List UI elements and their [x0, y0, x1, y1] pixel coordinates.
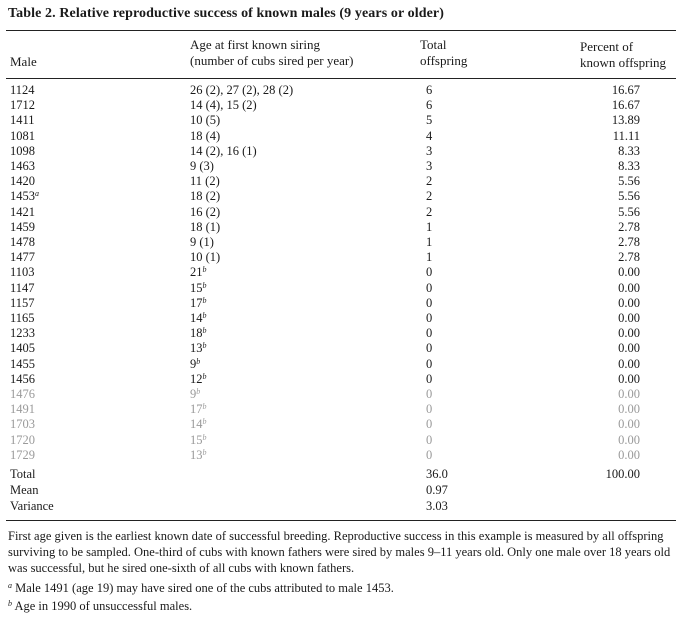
male-id: 1477: [10, 250, 35, 265]
table-row: [0, 401, 685, 417]
table-row: [0, 158, 685, 174]
male-id: 1098: [10, 143, 35, 158]
age-value: 17: [190, 402, 203, 417]
percent-offspring-cell: 13.89: [611, 113, 640, 128]
percent-offspring-cell: 2.78: [618, 235, 640, 249]
total-offspring-cell: 0: [426, 447, 433, 462]
total-offspring-cell: 6: [426, 98, 433, 113]
table-row: [0, 204, 685, 220]
percent-offspring-cell: 16.67: [611, 83, 640, 97]
percent-offspring-cell: 0.00: [618, 326, 640, 341]
age-cell: [190, 158, 214, 174]
percent-offspring-cell: 8.33: [618, 143, 640, 158]
male-id: 1463: [10, 159, 35, 173]
age-value: 12: [190, 371, 203, 386]
male-id: 1491: [10, 402, 35, 417]
table-row: [0, 340, 685, 356]
male-id: 1233: [10, 326, 35, 341]
percent-offspring-cell: 0.00: [618, 280, 640, 295]
age-value: 14: [190, 417, 203, 432]
total-offspring-cell: 0: [426, 356, 433, 371]
age-footnote-mark: b: [202, 280, 207, 290]
age-cell: [190, 356, 200, 372]
total-offspring-cell: 1: [426, 250, 433, 265]
age-value: 21: [190, 265, 203, 280]
total-offspring-cell: 3: [426, 159, 433, 173]
age-cell: [190, 432, 207, 448]
male-id-cell: [10, 188, 39, 204]
age-value: 17: [190, 295, 203, 310]
age-value: 13: [190, 447, 203, 462]
male-id-cell: [10, 371, 35, 387]
age-footnote-mark: b: [202, 417, 207, 427]
table-row: [0, 82, 685, 98]
table-row: [0, 234, 685, 250]
age-cell: [190, 386, 200, 402]
table-row: [0, 310, 685, 326]
total-offspring-cell: 0: [426, 371, 433, 386]
percent-offspring-cell: 0.00: [618, 311, 640, 325]
age-value: 9 (1): [190, 235, 214, 249]
table-row: [0, 219, 685, 235]
male-id: 1720: [10, 432, 35, 447]
percent-offspring-cell: 0.00: [618, 341, 640, 356]
age-value: 18 (4): [190, 128, 221, 143]
age-cell: [190, 173, 220, 189]
age-cell: [190, 97, 257, 113]
header-age-line2: (number of cubs sired per year): [190, 53, 354, 68]
percent-offspring-cell: 0.00: [618, 295, 640, 310]
table-row: [0, 356, 685, 372]
footnote-a-mark: a: [8, 581, 12, 590]
male-id-cell: [10, 97, 35, 113]
age-footnote-mark: b: [202, 265, 207, 275]
top-rule: [6, 30, 676, 31]
summary-variance-row: [0, 498, 685, 514]
total-offspring-cell: 0: [426, 402, 433, 417]
age-footnote-mark: b: [196, 387, 201, 396]
age-value: 9: [190, 356, 197, 371]
total-offspring-cell: 0: [426, 295, 433, 310]
age-footnote-mark: b: [202, 341, 207, 351]
summary-total-percent: 100.00: [605, 467, 640, 481]
age-value: 18 (1): [190, 219, 221, 234]
male-id-cell: [10, 401, 35, 417]
total-offspring-cell: 0: [426, 387, 433, 401]
male-id-cell: [10, 204, 35, 220]
table-row: [0, 280, 685, 296]
male-id: 1421: [10, 204, 35, 219]
table-note: First age given is the earliest known date of successful breeding. Reproductive success in this example is measured by all offspring surviving to be sampled. One-third of cubs with known fathers were sired by males 9–11 years old. Only one male over 18 years old was successful, but he sired one-sixth of all cubs with known fathers.: [8, 529, 671, 575]
age-cell: [190, 310, 207, 326]
percent-offspring-cell: 16.67: [611, 98, 640, 113]
total-offspring-cell: 0: [426, 326, 433, 341]
percent-offspring-cell: 5.56: [618, 204, 640, 219]
male-id: 1147: [10, 280, 35, 295]
male-id: 1456: [10, 371, 35, 386]
male-id-cell: [10, 280, 35, 296]
male-id: 1081: [10, 128, 35, 143]
table-row: [0, 97, 685, 113]
male-id: 1157: [10, 295, 35, 310]
age-value: 18: [190, 326, 203, 341]
age-cell: [190, 128, 220, 144]
header-percent-line2: known offspring: [580, 55, 667, 70]
male-id-cell: [10, 249, 35, 265]
header-total-line2: offspring: [420, 53, 468, 68]
age-value: 14 (4), 15 (2): [190, 98, 257, 113]
percent-offspring-cell: 11.11: [612, 128, 640, 143]
summary-total-row: [0, 466, 685, 482]
male-id: 1103: [10, 265, 35, 280]
male-id-cell: [10, 158, 35, 174]
age-value: 10 (1): [190, 250, 221, 265]
male-id-cell: [10, 340, 35, 356]
age-cell: [190, 204, 220, 220]
header-rule: [6, 78, 676, 79]
table-row: [0, 173, 685, 189]
total-offspring-cell: 0: [426, 341, 433, 356]
age-value: 15: [190, 432, 203, 447]
header-age-line1: Age at first known siring: [190, 37, 320, 52]
age-value: 15: [190, 280, 203, 295]
footnote-a-text: Male 1491 (age 19) may have sired one of the cubs attributed to male 1453.: [15, 581, 394, 595]
age-value: 13: [190, 341, 203, 356]
percent-offspring-cell: 0.00: [618, 447, 640, 462]
male-id: 1411: [10, 113, 35, 128]
male-id: 1703: [10, 417, 35, 432]
table-row: [0, 432, 685, 448]
male-id: 1712: [10, 98, 35, 113]
total-offspring-cell: 4: [426, 128, 433, 143]
age-cell: [190, 264, 207, 280]
summary-total-value: 36.0: [426, 467, 448, 481]
male-id-cell: [10, 386, 35, 402]
age-value: 9 (3): [190, 159, 214, 173]
male-id-cell: [10, 310, 35, 326]
age-cell: [190, 112, 220, 128]
male-id-cell: [10, 112, 35, 128]
age-footnote-mark: b: [202, 432, 207, 442]
percent-offspring-cell: 0.00: [618, 265, 640, 280]
male-id-cell: [10, 447, 35, 463]
age-cell: [190, 249, 220, 265]
footnote-b-mark: b: [8, 599, 12, 608]
header-male: Male: [10, 54, 37, 69]
table-row: [0, 325, 685, 341]
total-offspring-cell: 2: [426, 204, 433, 219]
summary-mean-label: Mean: [10, 483, 39, 497]
total-offspring-cell: 1: [426, 219, 433, 234]
age-value: 10 (5): [190, 113, 221, 128]
age-cell: [190, 295, 207, 311]
age-footnote-mark: b: [202, 447, 207, 457]
male-id-cell: [10, 82, 35, 98]
male-id-cell: [10, 219, 35, 235]
male-id: 1405: [10, 341, 35, 356]
male-id: 1729: [10, 447, 35, 462]
summary-mean-value: 0.97: [426, 483, 448, 497]
age-value: 11 (2): [190, 174, 220, 189]
male-id: 1453: [10, 189, 35, 204]
male-id-cell: [10, 295, 35, 311]
footnote-b-text: Age in 1990 of unsuccessful males.: [14, 599, 193, 613]
age-footnote-mark: b: [202, 402, 207, 412]
male-id-cell: [10, 432, 35, 448]
male-id: 1165: [10, 311, 35, 325]
percent-offspring-cell: 0.00: [618, 402, 640, 417]
percent-offspring-cell: 0.00: [618, 356, 640, 371]
total-offspring-cell: 3: [426, 143, 433, 158]
table-row: [0, 386, 685, 402]
age-cell: [190, 188, 220, 204]
age-cell: [190, 416, 207, 432]
male-id: 1124: [10, 83, 35, 97]
total-offspring-cell: 0: [426, 311, 433, 325]
age-cell: [190, 447, 207, 463]
age-footnote-mark: b: [202, 295, 207, 305]
age-cell: [190, 219, 220, 235]
percent-offspring-cell: 5.56: [618, 174, 640, 189]
age-value: 9: [190, 387, 197, 401]
header-total-line1: Total: [420, 37, 447, 52]
age-value: 18 (2): [190, 189, 221, 204]
age-cell: [190, 234, 214, 250]
table-row: [0, 371, 685, 387]
footnote-a: [8, 580, 676, 596]
age-value: 16 (2): [190, 204, 221, 219]
summary-variance-value: 3.03: [426, 499, 448, 513]
male-id-cell: [10, 234, 35, 250]
bottom-rule: [6, 520, 676, 521]
total-offspring-cell: 0: [426, 417, 433, 432]
age-footnote-mark: b: [202, 311, 207, 320]
table-row: [0, 249, 685, 265]
male-id-cell: [10, 128, 35, 144]
table-row: [0, 143, 685, 159]
age-footnote-mark: b: [196, 356, 201, 366]
male-id-cell: [10, 173, 35, 189]
total-offspring-cell: 5: [426, 113, 433, 128]
percent-offspring-cell: 5.56: [618, 189, 640, 204]
percent-offspring-cell: 0.00: [618, 432, 640, 447]
age-footnote-mark: b: [202, 371, 207, 381]
table-row: [0, 264, 685, 280]
total-offspring-cell: 0: [426, 432, 433, 447]
male-id-cell: [10, 356, 35, 372]
summary-mean-row: [0, 482, 685, 498]
age-cell: [190, 82, 293, 98]
table-title: Table 2. Relative reproductive success of known males (9 years or older): [8, 6, 444, 21]
age-cell: [190, 325, 207, 341]
table-row: [0, 295, 685, 311]
total-offspring-cell: 1: [426, 235, 433, 249]
percent-offspring-cell: 0.00: [618, 371, 640, 386]
male-id: 1455: [10, 356, 35, 371]
total-offspring-cell: 2: [426, 174, 433, 189]
footnote-b: [8, 598, 676, 614]
table-row: [0, 128, 685, 144]
percent-offspring-cell: 0.00: [618, 387, 640, 401]
table-row: [0, 188, 685, 204]
summary-total-label: Total: [10, 467, 36, 481]
percent-offspring-cell: 2.78: [618, 219, 640, 234]
age-cell: [190, 143, 257, 159]
table-row: [0, 112, 685, 128]
percent-offspring-cell: 0.00: [618, 417, 640, 432]
age-footnote-mark: b: [202, 326, 207, 336]
age-value: 14: [190, 311, 203, 325]
table-row: [0, 447, 685, 463]
percent-offspring-cell: 2.78: [618, 250, 640, 265]
age-value: 26 (2), 27 (2), 28 (2): [190, 83, 294, 97]
age-cell: [190, 371, 207, 387]
male-id: 1459: [10, 219, 35, 234]
percent-offspring-cell: 8.33: [618, 159, 640, 173]
male-id: 1420: [10, 174, 35, 189]
male-id-cell: [10, 325, 35, 341]
male-id: 1476: [10, 387, 35, 401]
age-cell: [190, 340, 207, 356]
male-footnote-mark: a: [35, 189, 39, 199]
male-id-cell: [10, 143, 35, 159]
age-cell: [190, 401, 207, 417]
total-offspring-cell: 0: [426, 280, 433, 295]
total-offspring-cell: 2: [426, 189, 433, 204]
table-row: [0, 416, 685, 432]
male-id: 1478: [10, 235, 35, 249]
total-offspring-cell: 6: [426, 83, 433, 97]
age-cell: [190, 280, 207, 296]
summary-variance-label: Variance: [10, 499, 54, 513]
total-offspring-cell: 0: [426, 265, 433, 280]
age-value: 14 (2), 16 (1): [190, 143, 257, 158]
male-id-cell: [10, 416, 35, 432]
male-id-cell: [10, 264, 35, 280]
header-percent-line1: Percent of: [580, 39, 634, 54]
